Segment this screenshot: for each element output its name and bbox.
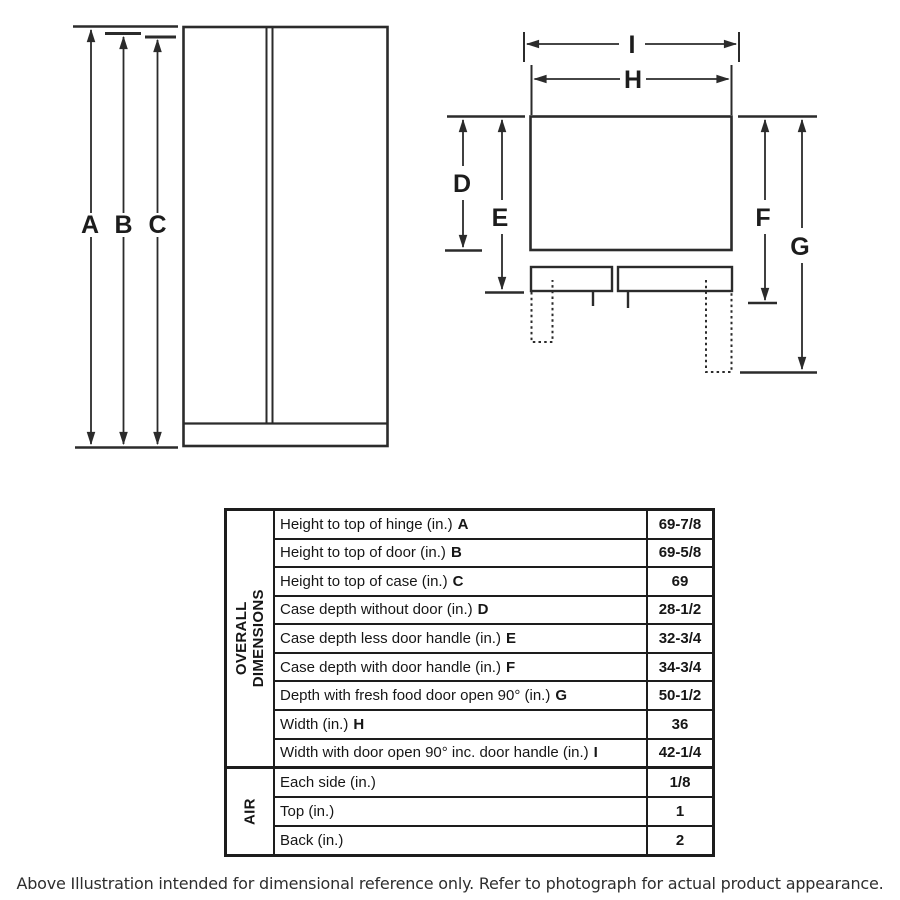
- dim-label-g: G: [790, 233, 810, 261]
- refrigerator-top-view-diagram: [440, 20, 830, 385]
- row-label: Case depth with door handle (in.) F: [275, 654, 648, 681]
- dim-label-b: B: [114, 211, 133, 239]
- row-value: 2: [675, 832, 685, 849]
- freezer-door-open-projection: [532, 280, 553, 342]
- row-value: 50-1/2: [658, 687, 702, 705]
- row-value: 69-7/8: [658, 515, 702, 533]
- section-title-line: OVERALL: [232, 601, 250, 676]
- case-top-view-outline: [531, 117, 732, 251]
- dim-label-d: D: [452, 170, 472, 198]
- row-label: Top (in.): [275, 798, 648, 825]
- table-row: [275, 682, 712, 711]
- table-row: [275, 625, 712, 654]
- row-label: Case depth without door (in.) D: [275, 597, 648, 624]
- dim-label-i: I: [628, 31, 636, 59]
- row-label: Each side (in.): [275, 769, 648, 796]
- row-label: Height to top of door (in.) B: [275, 540, 648, 567]
- footer-disclaimer-text: Above Illustration intended for dimensional reference only. Refer to photograph for actual product appearance.: [16, 874, 884, 893]
- section-title-line: AIR: [241, 798, 259, 825]
- section-title-line: DIMENSIONS: [250, 589, 268, 688]
- row-value: 34-3/4: [658, 658, 702, 676]
- table-row: [275, 540, 712, 569]
- row-value: 42-1/4: [658, 744, 702, 762]
- dim-label-h: H: [623, 66, 643, 94]
- dimensions-table: [224, 508, 715, 857]
- table-row: [275, 769, 712, 798]
- fresh-food-door-open-projection: [706, 280, 732, 372]
- table-row: [275, 568, 712, 597]
- table-section-overall-dimensions: [227, 511, 712, 769]
- refrigerator-front-view-diagram: [60, 10, 400, 465]
- freezer-door-top-view: [531, 267, 612, 291]
- row-label: Depth with fresh food door open 90° (in.) G: [275, 682, 648, 709]
- table-row: [275, 827, 712, 854]
- row-label: Width (in.) H: [275, 711, 648, 738]
- table-row: [275, 511, 712, 540]
- dim-label-f: F: [755, 204, 771, 232]
- row-value: 36: [671, 715, 689, 733]
- row-label: Width with door open 90° inc. door handle (in.) I: [275, 740, 648, 767]
- row-value: 28-1/2: [658, 601, 702, 619]
- table-row: [275, 711, 712, 740]
- table-section-air: [227, 769, 712, 854]
- fresh-food-door-top-view: [618, 267, 732, 291]
- row-value: 69-5/8: [658, 544, 702, 562]
- row-value: 69: [671, 572, 689, 590]
- table-row: [275, 798, 712, 827]
- fridge-cabinet-outline: [184, 27, 388, 446]
- table-row: [275, 597, 712, 626]
- section-title-overall-dimensions: [227, 511, 275, 766]
- table-row: [275, 654, 712, 683]
- section-title-air: [227, 769, 275, 854]
- row-value: 1/8: [669, 774, 691, 791]
- row-value: 32-3/4: [658, 630, 702, 648]
- table-row: [275, 740, 712, 767]
- row-label: Height to top of case (in.) C: [275, 568, 648, 595]
- dim-label-e: E: [491, 204, 509, 232]
- row-label: Back (in.): [275, 827, 648, 854]
- dim-label-c: C: [148, 211, 167, 239]
- row-label: Case depth less door handle (in.) E: [275, 625, 648, 652]
- row-value: 1: [675, 803, 685, 820]
- dim-label-a: A: [80, 211, 100, 239]
- row-label: Height to top of hinge (in.) A: [275, 511, 648, 538]
